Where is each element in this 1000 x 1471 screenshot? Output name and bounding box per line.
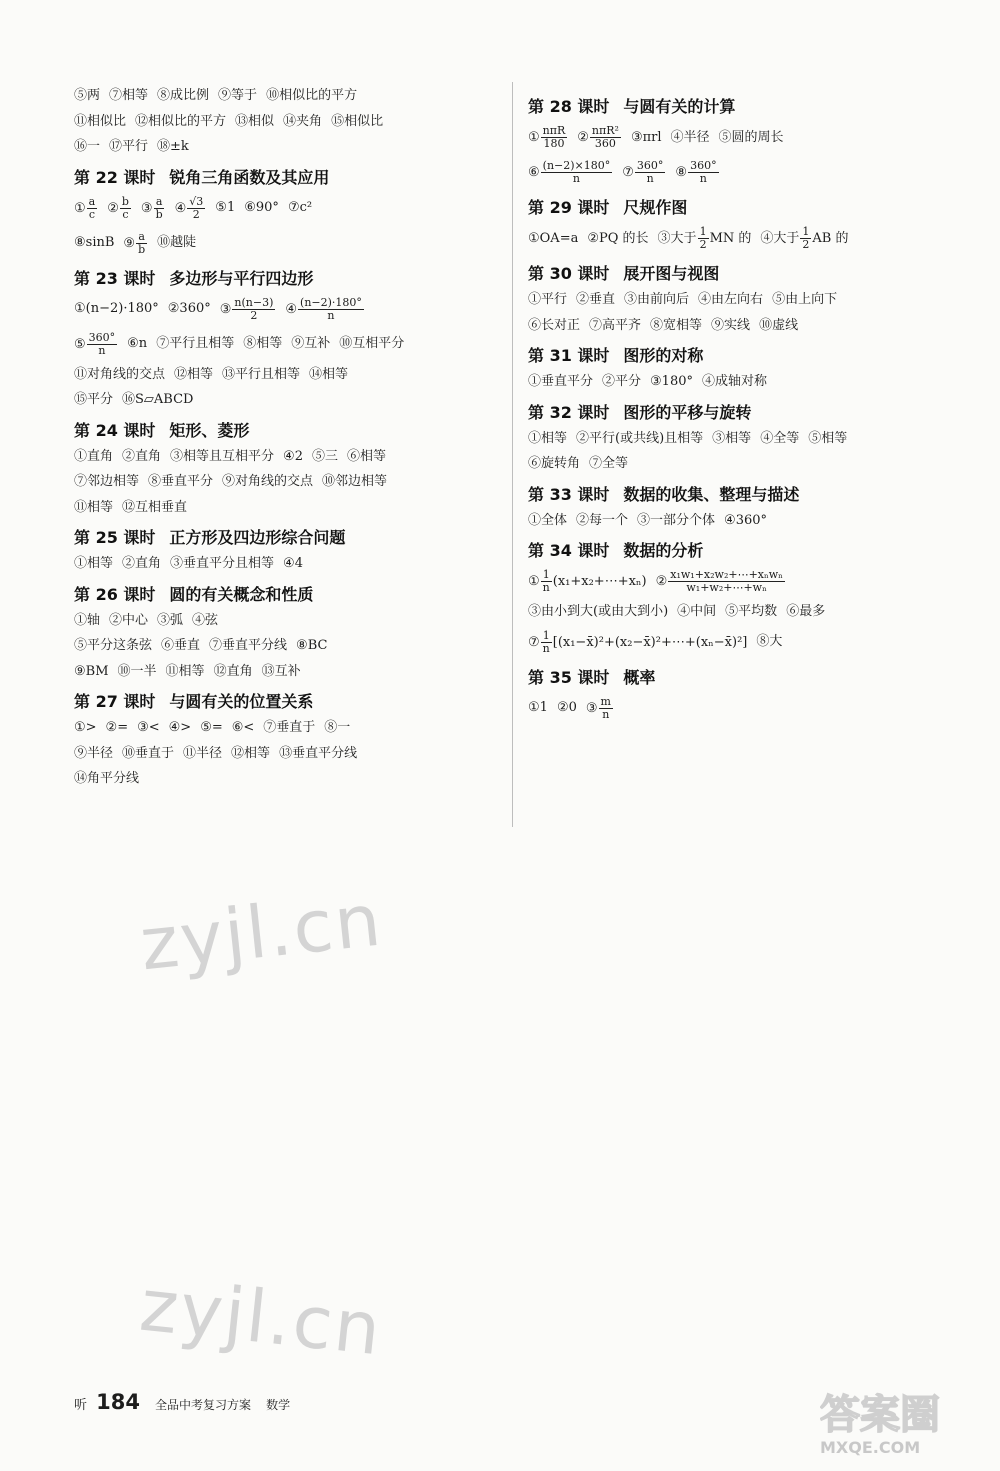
fraction-denominator: n bbox=[542, 581, 550, 594]
answer-item: ①轴 bbox=[74, 612, 101, 628]
answer-line bbox=[528, 292, 948, 309]
answer-item: ②0 bbox=[556, 700, 577, 715]
answer-item: ②直角 bbox=[122, 448, 162, 464]
answer-item bbox=[285, 297, 365, 322]
answer-line bbox=[528, 696, 948, 721]
fraction bbox=[541, 630, 552, 655]
answer-item: ⑪半径 bbox=[183, 745, 223, 761]
answer-item bbox=[675, 160, 719, 185]
answer-item: ⑪相等 bbox=[165, 663, 205, 679]
answer-item: ④> bbox=[168, 720, 192, 735]
answer-item bbox=[175, 196, 207, 221]
answer-item: ⑦垂直于 bbox=[263, 720, 316, 735]
answer-item: ②垂直 bbox=[576, 292, 616, 307]
answer-item: ⑨等于 bbox=[218, 88, 258, 103]
answer-line bbox=[74, 771, 504, 788]
answer-item: ⑧宽相等 bbox=[650, 317, 703, 333]
answer-item: ⑫相等 bbox=[231, 745, 271, 761]
fraction-denominator: w₁+w₂+⋯+wₙ bbox=[686, 581, 767, 594]
answer-marker: ④大于 bbox=[760, 231, 800, 246]
lesson-topic: 展开图与视图 bbox=[623, 264, 720, 283]
lesson-number: 第 28 课时 bbox=[528, 97, 610, 116]
answer-item: ②中心 bbox=[109, 612, 149, 628]
answer-item: ⑥垂直 bbox=[161, 638, 201, 653]
lesson-number: 第 25 课时 bbox=[74, 528, 156, 547]
answer-marker: ④ bbox=[285, 301, 298, 317]
answer-item: ⑤两 bbox=[74, 88, 101, 103]
fraction bbox=[232, 297, 275, 322]
fraction-numerator: a bbox=[138, 229, 145, 243]
answer-item: ①平行 bbox=[528, 292, 568, 307]
right-column bbox=[528, 88, 948, 731]
answer-suffix: [(x₁−x̄)²+(x₂−x̄)²+⋯+(xₙ−x̄)²] bbox=[552, 634, 748, 650]
answer-item: ⑩虚线 bbox=[759, 317, 799, 333]
answer-item: ⑧sinB bbox=[74, 235, 115, 250]
answer-item: ⑭角平分线 bbox=[74, 771, 140, 786]
answer-item: ⑩互相平分 bbox=[339, 336, 405, 351]
fraction-denominator: n bbox=[646, 172, 654, 185]
lesson-number: 第 26 课时 bbox=[74, 584, 156, 604]
fraction-denominator: 360 bbox=[594, 137, 616, 150]
fraction bbox=[698, 226, 709, 251]
fraction bbox=[541, 125, 568, 150]
lesson-topic: 概率 bbox=[623, 667, 656, 687]
answer-suffix: AB 的 bbox=[812, 231, 849, 246]
answer-line bbox=[74, 231, 504, 256]
answer-line bbox=[74, 114, 504, 131]
fraction-denominator: n bbox=[542, 641, 550, 655]
answer-item bbox=[528, 160, 613, 185]
fraction-denominator: 2 bbox=[250, 308, 258, 322]
answer-item: ⑩一半 bbox=[117, 663, 157, 679]
answer-item: ⑬相似 bbox=[235, 113, 275, 129]
answer-line bbox=[74, 746, 504, 763]
answer-item: ⑦平行且相等 bbox=[156, 336, 235, 351]
lesson-number: 第 22 课时 bbox=[74, 167, 156, 187]
lesson-number: 第 33 课时 bbox=[528, 484, 610, 504]
section-title bbox=[528, 195, 948, 218]
answer-item: ⑧成比例 bbox=[157, 88, 210, 103]
answer-item: ⑧大 bbox=[756, 634, 783, 649]
answer-item: ⑤由上向下 bbox=[772, 292, 838, 307]
answer-item: ⑫相似比的平方 bbox=[135, 113, 227, 129]
answer-stamp-logo bbox=[820, 1380, 960, 1460]
answer-item: ④4 bbox=[283, 556, 303, 571]
answer-line bbox=[74, 367, 504, 384]
answer-item bbox=[141, 196, 166, 221]
answer-item: ③弧 bbox=[157, 612, 184, 628]
lesson-topic: 尺规作图 bbox=[623, 198, 688, 217]
fraction-numerator: (n−2)×180° bbox=[542, 159, 611, 172]
answer-item: ⑦相等 bbox=[109, 88, 149, 103]
answer-item: ⑧BC bbox=[296, 638, 328, 653]
section-title bbox=[74, 418, 504, 441]
answer-line bbox=[528, 431, 948, 448]
fraction-numerator: 360° bbox=[690, 159, 717, 172]
answer-item: ③由小到大(或由大到小) bbox=[528, 604, 669, 619]
fraction-denominator: 2 bbox=[699, 238, 707, 251]
answer-marker: ① bbox=[528, 574, 540, 589]
answer-item: ④360° bbox=[724, 512, 768, 528]
answer-item bbox=[622, 160, 666, 185]
fraction-denominator: c bbox=[122, 207, 129, 221]
fraction-denominator: c bbox=[88, 207, 96, 221]
fraction-numerator: 1 bbox=[542, 628, 550, 642]
stamp-text: MXQE.COM bbox=[820, 1438, 921, 1457]
answer-line bbox=[528, 456, 948, 473]
answer-marker: ③ bbox=[140, 200, 153, 216]
answer-item: ①> bbox=[74, 720, 97, 735]
answer-marker: ③ bbox=[585, 700, 598, 716]
answer-item: ③相等 bbox=[712, 430, 752, 446]
fraction bbox=[635, 160, 666, 185]
answer-item: ③< bbox=[137, 720, 160, 735]
lesson-number: 第 32 课时 bbox=[528, 402, 610, 422]
stamp-glyph: 答案圈 bbox=[820, 1392, 940, 1438]
answer-item bbox=[528, 569, 647, 594]
answer-item: ⑤三 bbox=[311, 448, 338, 464]
answer-item: ⑦垂直平分线 bbox=[209, 638, 288, 653]
answer-marker: ⑧ bbox=[675, 165, 688, 180]
answer-item: ②PQ 的长 bbox=[587, 230, 649, 246]
answer-line bbox=[528, 374, 948, 391]
fraction bbox=[599, 696, 613, 721]
answer-marker: ① bbox=[74, 200, 86, 216]
fraction-denominator: n bbox=[699, 172, 707, 185]
fraction-numerator: m bbox=[600, 694, 611, 708]
answer-item bbox=[220, 297, 277, 322]
fraction bbox=[87, 332, 118, 357]
fraction-denominator: b bbox=[138, 242, 146, 256]
section-title bbox=[528, 665, 948, 688]
page-footer bbox=[74, 1390, 290, 1414]
section-title bbox=[528, 482, 948, 505]
answer-line bbox=[74, 474, 504, 491]
answer-marker: ⑦ bbox=[622, 165, 634, 180]
fraction-numerator: n(n−3) bbox=[234, 295, 274, 309]
fraction-numerator: b bbox=[121, 194, 129, 208]
answer-marker: ④ bbox=[174, 200, 187, 216]
lesson-number: 第 35 课时 bbox=[528, 667, 610, 687]
answer-item: ⑩相似比的平方 bbox=[266, 88, 358, 103]
answer-item: ③180° bbox=[650, 374, 693, 389]
answer-item: ⑤平分这条弦 bbox=[74, 638, 153, 653]
answer-suffix: (x₁+x₂+⋯+xₙ) bbox=[552, 574, 647, 589]
fraction-numerator: nπR bbox=[542, 124, 566, 137]
answer-item: ③由前向后 bbox=[624, 292, 690, 307]
answer-item: ⑭相等 bbox=[309, 366, 349, 382]
answer-item: ⑱±k bbox=[157, 139, 189, 154]
answer-item: ⑧相等 bbox=[243, 336, 283, 351]
fraction-numerator: √3 bbox=[189, 194, 204, 208]
answer-item: ⑬平行且相等 bbox=[222, 366, 301, 382]
fraction bbox=[688, 160, 719, 185]
left-column bbox=[74, 88, 504, 797]
section-title bbox=[74, 582, 504, 605]
answer-item: ⑦c² bbox=[287, 200, 313, 215]
answer-line bbox=[74, 500, 504, 517]
answer-item: ①直角 bbox=[74, 448, 114, 464]
answer-item bbox=[107, 196, 132, 221]
answer-item bbox=[586, 696, 614, 721]
fraction-numerator: 360° bbox=[636, 159, 664, 172]
lesson-number: 第 27 课时 bbox=[74, 692, 156, 711]
answer-item: ⑪相等 bbox=[74, 499, 114, 515]
fraction-numerator: a bbox=[155, 194, 163, 208]
answer-item: ⑥长对正 bbox=[528, 317, 581, 333]
fraction bbox=[120, 196, 131, 221]
lesson-number: 第 24 课时 bbox=[74, 420, 156, 440]
answer-item: ③相等且互相平分 bbox=[170, 448, 275, 464]
answer-item: ①相等 bbox=[74, 556, 114, 571]
subject-label: 数学 bbox=[266, 1398, 291, 1412]
fraction-numerator: 1 bbox=[542, 568, 550, 581]
answer-item: ⑥旋转角 bbox=[528, 456, 581, 471]
fraction bbox=[154, 196, 165, 221]
lesson-topic: 图形的对称 bbox=[623, 346, 704, 365]
answer-marker: ⑦ bbox=[528, 634, 540, 650]
answer-item: ⑨BM bbox=[74, 663, 109, 679]
answer-item: ⑥相等 bbox=[347, 448, 387, 464]
answer-item: ⑥90° bbox=[244, 200, 279, 215]
section-title bbox=[74, 689, 504, 712]
answer-item: ③πrl bbox=[630, 129, 662, 145]
answer-marker: ③大于 bbox=[657, 231, 697, 246]
fraction-denominator: n bbox=[602, 707, 610, 721]
answer-suffix: MN 的 bbox=[709, 231, 752, 246]
answer-item: ⑤1 bbox=[215, 200, 236, 215]
answer-item: ②直角 bbox=[122, 556, 162, 571]
watermark-bottom: zyjl.cn bbox=[136, 1262, 387, 1372]
answer-line bbox=[528, 226, 948, 251]
section-title bbox=[528, 400, 948, 423]
answer-item: ②每一个 bbox=[576, 512, 629, 528]
answer-item bbox=[658, 226, 752, 251]
answer-line bbox=[74, 332, 504, 357]
answer-item: ⑩垂直于 bbox=[122, 745, 175, 761]
fraction bbox=[668, 569, 785, 594]
watermark-top: zyjl.cn bbox=[136, 877, 387, 987]
column-divider bbox=[512, 82, 513, 827]
answer-item: ⑤= bbox=[200, 720, 223, 735]
lesson-topic: 数据的分析 bbox=[623, 541, 704, 560]
answer-item: ①全体 bbox=[528, 512, 568, 528]
fraction-denominator: n bbox=[98, 343, 106, 357]
fraction-denominator: 2 bbox=[192, 207, 200, 221]
answer-marker: ② bbox=[655, 574, 668, 589]
answer-item bbox=[760, 226, 848, 251]
answer-item: ⑨半径 bbox=[74, 745, 114, 761]
section-title bbox=[74, 525, 504, 548]
answer-line bbox=[74, 638, 504, 655]
answer-item: ⑤圆的周长 bbox=[718, 129, 784, 145]
lesson-topic: 锐角三角函数及其应用 bbox=[169, 167, 330, 187]
fraction-denominator: b bbox=[155, 207, 163, 221]
answer-item bbox=[577, 125, 622, 150]
answer-line bbox=[528, 160, 948, 185]
fraction bbox=[541, 569, 552, 594]
answer-item: ⑮相似比 bbox=[331, 113, 384, 129]
answer-line bbox=[528, 630, 948, 655]
answer-item: ⑨对角线的交点 bbox=[222, 474, 314, 489]
answer-line bbox=[528, 604, 948, 621]
fraction bbox=[187, 196, 205, 221]
answer-item: ⑦高平齐 bbox=[589, 317, 642, 333]
answer-item: ⑩邻边相等 bbox=[322, 474, 388, 489]
answer-line bbox=[74, 613, 504, 630]
answer-item: ⑫直角 bbox=[213, 663, 253, 679]
answer-item: ④半径 bbox=[670, 129, 710, 145]
answer-line bbox=[528, 569, 948, 594]
answer-line bbox=[528, 318, 948, 335]
answer-item: ⑥< bbox=[231, 720, 255, 735]
answer-item: ②平分 bbox=[602, 374, 642, 389]
answer-item: ⑫相等 bbox=[174, 366, 214, 382]
fraction-denominator: n bbox=[572, 172, 580, 185]
fraction-denominator: n bbox=[327, 308, 335, 322]
lesson-topic: 与圆有关的位置关系 bbox=[169, 692, 314, 711]
answer-item: ⑯S▱ABCD bbox=[122, 392, 194, 407]
answer-item: ③垂直平分且相等 bbox=[170, 556, 275, 571]
answer-item: ⑤平均数 bbox=[725, 604, 778, 619]
answer-item: ⑥n bbox=[127, 336, 148, 351]
answer-item bbox=[123, 231, 148, 256]
lesson-number: 第 29 课时 bbox=[528, 198, 610, 217]
answer-line bbox=[74, 449, 504, 466]
lesson-topic: 数据的收集、整理与描述 bbox=[623, 484, 800, 504]
lesson-topic: 正方形及四边形综合问题 bbox=[169, 528, 346, 547]
answer-marker: ⑤ bbox=[74, 336, 86, 352]
fraction bbox=[800, 226, 811, 251]
lesson-number: 第 23 课时 bbox=[74, 268, 156, 288]
section-title bbox=[74, 266, 504, 289]
fraction-numerator: 360° bbox=[88, 330, 116, 344]
lesson-number: 第 30 课时 bbox=[528, 264, 610, 283]
answer-item: ④2 bbox=[283, 448, 303, 464]
answer-item: ④成轴对称 bbox=[702, 374, 768, 389]
fraction bbox=[590, 125, 621, 150]
answer-item: ⑥最多 bbox=[786, 604, 826, 619]
section-title bbox=[528, 261, 948, 284]
answer-item: ①相等 bbox=[528, 430, 568, 446]
answer-item: ⑧一 bbox=[324, 720, 351, 735]
lesson-topic: 图形的平移与旋转 bbox=[623, 402, 752, 422]
answer-item: ①1 bbox=[528, 700, 548, 715]
answer-line bbox=[74, 664, 504, 681]
fraction-numerator: 1 bbox=[802, 225, 810, 238]
answer-item bbox=[74, 196, 98, 221]
fraction-numerator: x₁w₁+x₂w₂+⋯+xₙwₙ bbox=[670, 568, 783, 581]
fraction-numerator: nπR² bbox=[591, 124, 619, 137]
answer-item: ⑦邻边相等 bbox=[74, 474, 140, 489]
page-number: 184 bbox=[96, 1390, 140, 1414]
answer-line bbox=[74, 139, 504, 156]
fraction-numerator: (n−2)·180° bbox=[300, 295, 362, 309]
answer-item: ⑬互补 bbox=[261, 663, 301, 679]
answer-item bbox=[74, 332, 118, 357]
section-title bbox=[528, 538, 948, 561]
answer-line bbox=[528, 125, 948, 150]
fraction-numerator: a bbox=[88, 194, 96, 208]
answer-line bbox=[74, 720, 504, 737]
answer-item: ④由左向右 bbox=[698, 292, 764, 307]
lesson-topic: 矩形、菱形 bbox=[169, 420, 250, 440]
answer-item: ②360° bbox=[167, 301, 211, 316]
book-title: 全品中考复习方案 bbox=[155, 1398, 252, 1412]
answer-item: ③一部分个体 bbox=[637, 512, 716, 528]
fraction bbox=[136, 231, 147, 256]
fraction bbox=[541, 160, 613, 185]
answer-item bbox=[528, 630, 747, 655]
answer-marker: ⑥ bbox=[528, 165, 540, 180]
answer-item: ⑩越陡 bbox=[157, 235, 197, 250]
fraction-numerator: 1 bbox=[699, 225, 707, 238]
answer-line bbox=[74, 392, 504, 409]
listen-icon: 听 bbox=[74, 1398, 88, 1413]
answer-item: ④弦 bbox=[192, 612, 219, 628]
answer-item: ⑦全等 bbox=[589, 456, 629, 471]
answer-marker: ② bbox=[107, 200, 119, 216]
answer-item: ⑰平行 bbox=[109, 139, 149, 154]
fraction bbox=[298, 297, 364, 322]
answer-item: ⑭夹角 bbox=[283, 113, 323, 129]
lesson-topic: 与圆有关的计算 bbox=[623, 97, 736, 116]
fraction-denominator: 2 bbox=[802, 238, 810, 251]
answer-item: ②= bbox=[105, 720, 129, 735]
answer-item: ④全等 bbox=[760, 430, 800, 446]
lesson-number: 第 34 课时 bbox=[528, 541, 610, 560]
answer-item: ⑯一 bbox=[74, 139, 101, 154]
answer-item: ⑪相似比 bbox=[74, 113, 127, 129]
answer-item: ⑨互补 bbox=[291, 336, 331, 351]
lesson-topic: 圆的有关概念和性质 bbox=[169, 584, 314, 604]
answer-item bbox=[656, 569, 786, 594]
lesson-number: 第 31 课时 bbox=[528, 346, 610, 365]
answer-line bbox=[74, 297, 504, 322]
fraction-denominator: 180 bbox=[543, 137, 565, 150]
answer-line bbox=[528, 513, 948, 530]
answer-item: ②平行(或共线)且相等 bbox=[576, 430, 704, 446]
answer-item: ⑧垂直平分 bbox=[148, 474, 214, 489]
fraction bbox=[87, 196, 98, 221]
answer-line bbox=[74, 88, 504, 105]
answer-marker: ① bbox=[528, 130, 540, 145]
section-title bbox=[528, 343, 948, 366]
section-title bbox=[74, 165, 504, 188]
answer-marker: ③ bbox=[219, 301, 232, 317]
answer-item: ⑫互相垂直 bbox=[122, 499, 188, 515]
answer-item: ⑬垂直平分线 bbox=[279, 745, 358, 761]
answer-marker: ② bbox=[577, 130, 589, 145]
answer-item: ①(n−2)·180° bbox=[74, 301, 159, 316]
stamp-icon bbox=[820, 1380, 960, 1440]
answer-item: ①垂直平分 bbox=[528, 374, 594, 389]
answer-line bbox=[74, 556, 504, 573]
answer-marker: ⑨ bbox=[123, 235, 136, 251]
answer-item: ①OA=a bbox=[528, 230, 579, 246]
section-title bbox=[528, 94, 948, 117]
answer-item: ⑨实线 bbox=[711, 317, 751, 333]
answer-item: ⑤相等 bbox=[808, 430, 848, 446]
answer-item: ④中间 bbox=[677, 604, 717, 619]
answer-item bbox=[528, 125, 568, 150]
answer-item: ⑮平分 bbox=[74, 392, 114, 407]
answer-item: ⑪对角线的交点 bbox=[74, 366, 166, 382]
lesson-topic: 多边形与平行四边形 bbox=[169, 268, 314, 288]
answer-line bbox=[74, 196, 504, 221]
